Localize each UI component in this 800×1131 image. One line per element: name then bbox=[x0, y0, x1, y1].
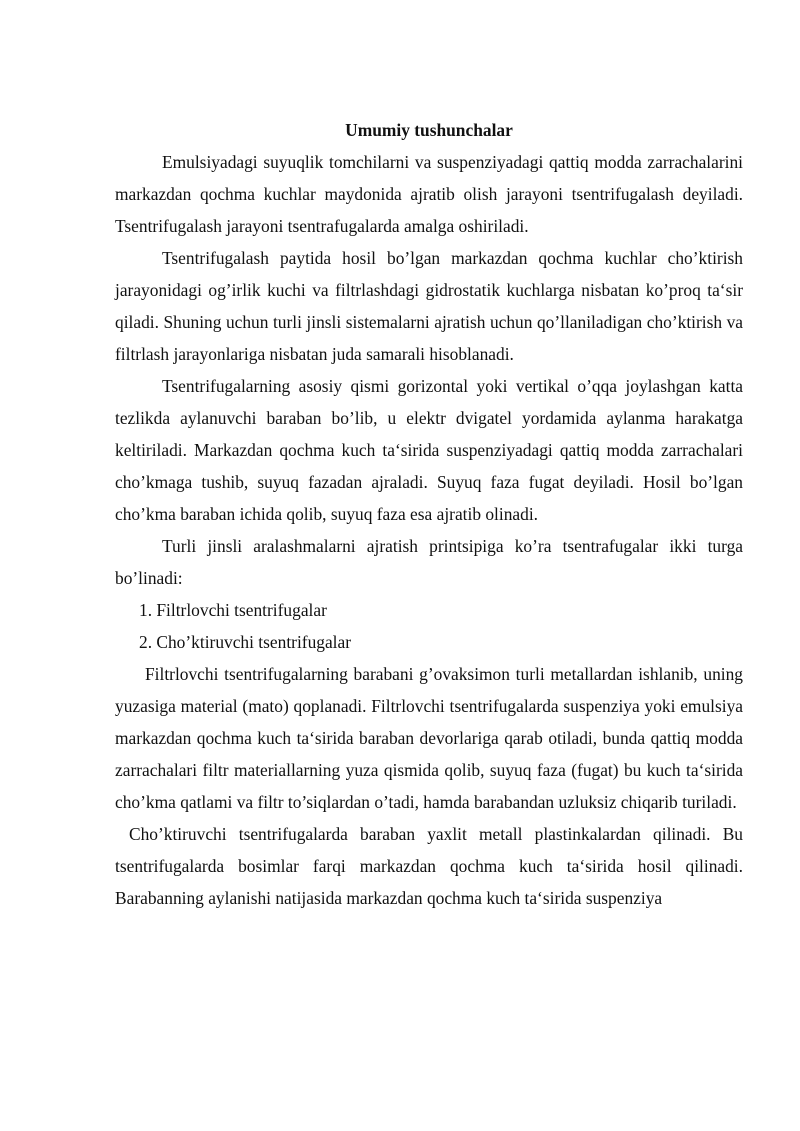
paragraph-construction: Tsentrifugalarning asosiy qismi gorizontal yoki vertikal o’qqa joylashgan katta tezlikda aylanuvchi baraban bo’lib, u elektr dvigatel yordamida aylanma harakatga keltiriladi. Markazdan qochma kuch ta‘sirida suspenziyadagi qattiq modda zarrachalari cho’kmaga tushib, suyuq fazadan ajraladi. Suyuq faza fugat deyiladi. Hosil bo’lgan cho’kma baraban ichida qolib, suyuq faza esa ajratib olinadi. bbox=[115, 376, 743, 524]
document-page bbox=[115, 114, 743, 914]
paragraph-filtering-centrifuges: Filtrlovchi tsentrifugalarning barabani g’ovaksimon turli metallardan ishlanib, uning yuzasiga material (mato) qoplanadi. Filtrlovchi tsentrifugalarda suspenziya yoki emulsiya markazdan qochma kuch ta‘sirida baraban devorlariga qarab otiladi, bunda qattiq modda zarrachalari filtr materiallarning yuza qismida qolib, suyuq faza (fugat) bu kuch ta‘sirida cho’kma qatlami va filtr to’siqlardan o’tadi, hamda barabandan uzluksiz chiqarib turiladi. bbox=[115, 664, 743, 812]
list-item-settling: 2. Cho’ktiruvchi tsentrifugalar bbox=[139, 632, 352, 652]
paragraph-definition: Emulsiyadagi suyuqlik tomchilarni va suspenziyadagi qattiq modda zarrachalarini markazdan qochma kuchlar maydonida ajratib olish jarayoni tsentrifugalash deyiladi. Tsentrifugalash jarayoni tsentrafugalarda amalga oshiriladi. bbox=[115, 152, 743, 236]
centrifuge-types-list bbox=[115, 594, 743, 658]
paragraph-settling-centrifuges: Cho’ktiruvchi tsentrifugalarda baraban yaxlit metall plastinkalardan qilinadi. Bu tsentrifugalarda bosimlar farqi markazdan qochma kuch ta‘sirida hosil qilinadi. Barabanning aylanishi natijasida markazdan qochma kuch ta‘sirida suspenziya bbox=[115, 824, 743, 908]
document-title: Umumiy tushunchalar bbox=[345, 120, 513, 140]
paragraph-types-intro: Turli jinsli aralashmalarni ajratish printsipiga ko’ra tsentrafugalar ikki turga bo’linadi: bbox=[115, 536, 743, 588]
list-item-filtering: 1. Filtrlovchi tsentrifugalar bbox=[139, 600, 327, 620]
paragraph-forces: Tsentrifugalash paytida hosil bo’lgan markazdan qochma kuchlar cho’ktirish jarayonidagi og’irlik kuchi va filtrlashdagi gidrostatik kuchlarga nisbatan ko’proq ta‘sir qiladi. Shuning uchun turli jinsli sistemalarni ajratish uchun qo’llaniladigan cho’ktirish va filtrlash jarayonlariga nisbatan juda samarali hisoblanadi. bbox=[115, 248, 743, 364]
